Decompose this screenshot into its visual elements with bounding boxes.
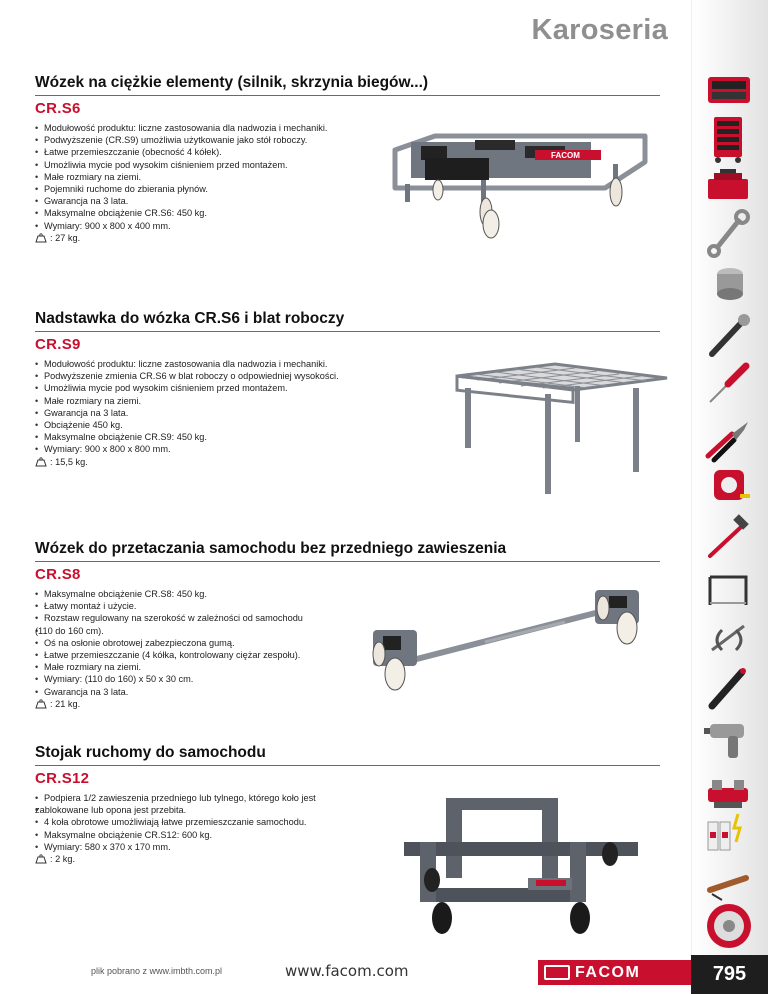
- product-image-cr-s12: [400, 788, 660, 948]
- electrical-icon[interactable]: [692, 806, 768, 862]
- wrench-icon[interactable]: [692, 205, 768, 261]
- download-note: plik pobrano z www.imbth.com.pl: [91, 966, 223, 976]
- website-link[interactable]: www.facom.com: [285, 962, 409, 980]
- list-item: • Małe rozmiary na ziemi.: [35, 661, 660, 673]
- impact-wrench-icon[interactable]: [692, 712, 768, 768]
- list-item: • Podpiera 1/2 zawieszenia przedniego lub tylnego, którego koło jest: [35, 792, 660, 804]
- weight-value: : 15,5 kg.: [50, 456, 88, 467]
- section-divider: [35, 95, 660, 96]
- weight-value: : 21 kg.: [50, 698, 81, 709]
- tape-measure-icon[interactable]: [692, 458, 768, 514]
- list-item: • Maksymalne obciążenie CR.S12: 600 kg.: [35, 829, 660, 841]
- page-title: Karoseria: [531, 14, 668, 46]
- list-item: • Pojemniki ruchome do zbierania płynów.: [35, 183, 660, 195]
- weight-icon: [35, 699, 47, 709]
- list-item: • Gwarancja na 3 lata.: [35, 407, 660, 419]
- list-item: • 4 koła obrotowe umożliwiają łatwe przemieszczanie samochodu.: [35, 816, 660, 828]
- product-image-cr-s6: [375, 128, 660, 243]
- weight-icon: [35, 457, 47, 467]
- section-divider: [35, 331, 660, 332]
- product-code: CR.S9: [35, 336, 81, 353]
- weight-value: : 27 kg.: [50, 232, 81, 243]
- weight-icon: [35, 233, 47, 243]
- product-code: CR.S12: [35, 770, 90, 787]
- list-item: • (110 do 160 cm).: [35, 625, 660, 637]
- list-item: • Modułowość produktu: liczne zastosowania dla nadwozia i mechaniki.: [35, 358, 660, 370]
- section-title: Wózek na ciężkie elementy (silnik, skrzynia biegów...): [35, 74, 429, 91]
- product-image-cr-s9: [455, 358, 670, 498]
- socket-icon[interactable]: [692, 256, 768, 312]
- list-item: • Oś na osłonie obrotowej zabezpieczona gumą.: [35, 637, 660, 649]
- list-item: • Umożliwia mycie pod wysokim ciśnieniem przed montażem.: [35, 382, 660, 394]
- section-divider: [35, 765, 660, 766]
- list-item: • Maksymalne obciążenie CR.S8: 450 kg.: [35, 588, 660, 600]
- facom-logo: [538, 960, 691, 985]
- list-item: • Wymiary: 900 x 800 x 400 mm.: [35, 220, 660, 232]
- product-code: CR.S6: [35, 100, 81, 117]
- list-item: • Rozstaw regulowany na szerokość w zależności od samochodu: [35, 612, 660, 624]
- list-item: • Podwyższenie zmienia CR.S6 w blat roboczy o odpowiedniej wysokości.: [35, 370, 660, 382]
- list-item: • Obciążenie 450 kg.: [35, 419, 660, 431]
- list-item: • Maksymalne obciążenie CR.S6: 450 kg.: [35, 207, 660, 219]
- page-number: 795: [691, 955, 768, 994]
- list-item: • Wymiary: (110 do 160) x 50 x 30 cm.: [35, 673, 660, 685]
- category-sidebar: [691, 0, 768, 994]
- list-item: • Łatwe przemieszczanie (4 kółka, kontrolowany ciężar zespołu).: [35, 649, 660, 661]
- flashlight-icon[interactable]: [692, 660, 768, 716]
- hammer-icon[interactable]: [692, 510, 768, 566]
- screwdriver-icon[interactable]: [692, 356, 768, 412]
- list-item: • Podwyższenie (CR.S9) umożliwia użytkowanie jako stół roboczy.: [35, 134, 660, 146]
- puller-icon[interactable]: [692, 610, 768, 666]
- list-item: • zablokowane lub opona jest przebita.: [35, 804, 660, 816]
- product-image-cr-s8: [365, 582, 650, 697]
- section-title: Nadstawka do wózka CR.S6 i blat roboczy: [35, 310, 345, 327]
- list-item: • Łatwy montaż i użycie.: [35, 600, 660, 612]
- list-item: • Gwarancja na 3 lata.: [35, 195, 660, 207]
- list-item: • Wymiary: 580 x 370 x 170 mm.: [35, 841, 660, 853]
- weight-row: [35, 698, 660, 710]
- weight-icon: [35, 854, 47, 864]
- section-title: Stojak ruchomy do samochodu: [35, 744, 266, 761]
- section-divider: [35, 561, 660, 562]
- list-item: • Maksymalne obciążenie CR.S9: 450 kg.: [35, 431, 660, 443]
- list-item: • Małe rozmiary na ziemi.: [35, 171, 660, 183]
- svg-text:FACOM: FACOM: [551, 151, 580, 160]
- list-item: • Małe rozmiary na ziemi.: [35, 395, 660, 407]
- brake-disc-icon[interactable]: [692, 898, 768, 954]
- product-code: CR.S8: [35, 566, 81, 583]
- weight-value: : 2 kg.: [50, 854, 76, 865]
- section-title: Wózek do przetaczania samochodu bez przedniego zawieszenia: [35, 540, 507, 557]
- list-item: • Wymiary: 900 x 800 x 800 mm.: [35, 443, 660, 455]
- list-item: • Umożliwia mycie pod wysokim ciśnieniem przed montażem.: [35, 159, 660, 171]
- list-item: • Gwarancja na 3 lata.: [35, 686, 660, 698]
- logo-mark-icon: [544, 965, 570, 980]
- list-item: • Łatwe przemieszczanie (obecność 4 kółek).: [35, 146, 660, 158]
- list-item: • Modułowość produktu: liczne zastosowania dla nadwozia i mechaniki.: [35, 122, 660, 134]
- logo-text: FACOM: [575, 963, 641, 981]
